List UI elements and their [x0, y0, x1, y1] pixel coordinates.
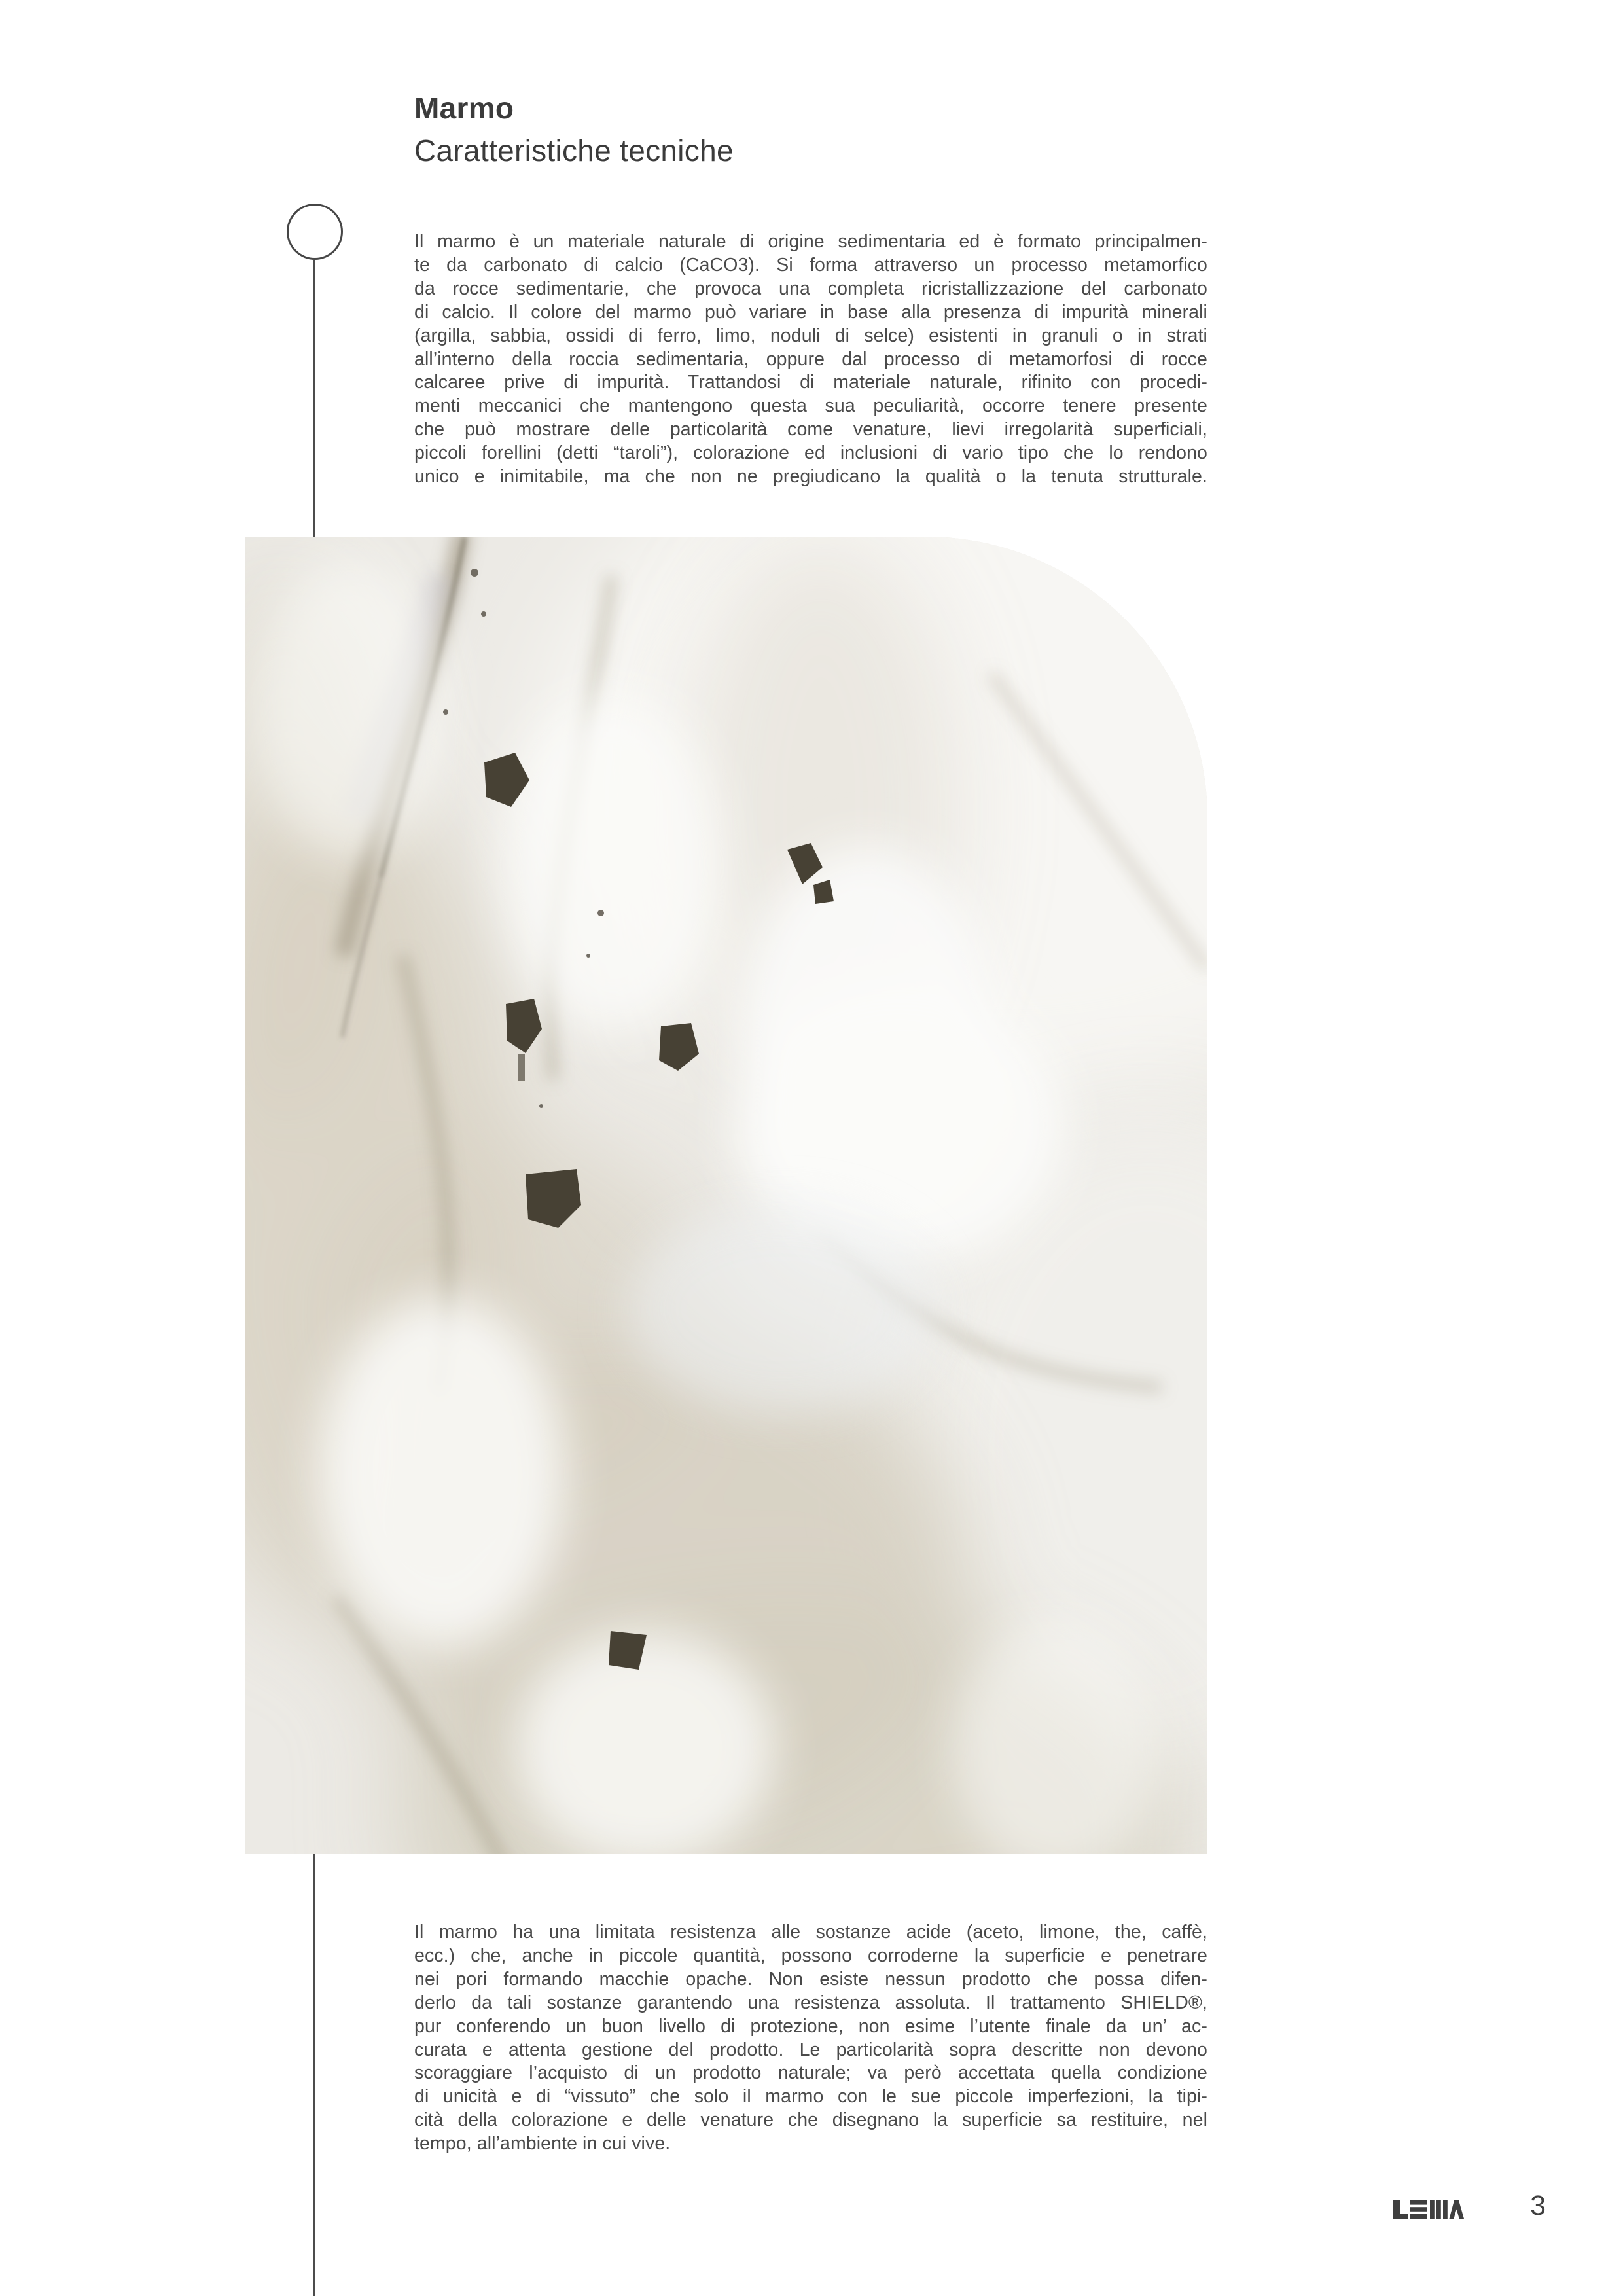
text-line: cità della colorazione e delle venature che disegnano la superficie sa restituire, nel — [414, 2109, 1207, 2131]
circle-marker-ornament — [287, 204, 343, 260]
text-line: pur conferendo un buon livello di protezione, non esime l’utente finale da un’ ac- — [414, 2015, 1207, 2037]
text-line: tempo, all’ambiente in cui vive. — [414, 2133, 671, 2155]
page-subtitle: Caratteristiche tecniche — [414, 134, 734, 168]
outro-paragraph — [414, 1921, 1207, 2156]
intro-paragraph — [414, 230, 1207, 489]
text-line: di calcio. Il colore del marmo può variare in base alla presenza di impurità minerali — [414, 301, 1207, 323]
page-number: 3 — [1530, 2190, 1546, 2221]
text-line: di unicità e di “vissuto” che solo il marmo con le sue piccole imperfezioni, la tipi- — [414, 2086, 1207, 2108]
text-line: scoraggiare l’acquisto di un prodotto naturale; va però accettata quella condizione — [414, 2062, 1207, 2084]
text-line: Il marmo è un materiale naturale di origine sedimentaria ed è formato principalmen- — [414, 231, 1207, 252]
text-line: che può mostrare delle particolarità come venature, lievi irregolarità superficiali, — [414, 419, 1207, 440]
text-line: unico e inimitabile, ma che non ne pregiudicano la qualità o la tenuta strutturale. — [414, 466, 1207, 488]
lema-logo-icon — [1393, 2200, 1465, 2219]
text-line: curata e attenta gestione del prodotto. Le particolarità sopra descritte non devono — [414, 2039, 1207, 2060]
marble-texture — [245, 537, 1207, 1854]
text-line: derlo da tali sostanze garantendo una resistenza assoluta. Il trattamento SHIELD®, — [414, 1992, 1207, 2013]
text-line: calcaree prive di impurità. Trattandosi di materiale naturale, rifinito con procedi- — [414, 372, 1207, 393]
text-line: (argilla, sabbia, ossidi di ferro, limo, noduli di selce) esistenti in granuli o in strati — [414, 325, 1207, 346]
text-line: piccoli forellini (detti “taroli”), colorazione ed inclusioni di vario tipo che lo rendono — [414, 442, 1207, 464]
text-line: ecc.) che, anche in piccole quantità, possono corroderne la superficie e penetrare — [414, 1945, 1207, 1966]
marble-photo — [245, 537, 1207, 1854]
text-line: da rocce sedimentarie, che provoca una completa ricristallizzazione del carbonato — [414, 278, 1207, 299]
text-line: all’interno della roccia sedimentaria, oppure dal processo di metamorfosi di rocce — [414, 348, 1207, 370]
page-title: Marmo — [414, 90, 514, 125]
text-line: nei pori formando macchie opache. Non esiste nessun prodotto che possa difen- — [414, 1968, 1207, 1990]
text-line: Il marmo ha una limitata resistenza alle sostanze acide (aceto, limone, the, caffè, — [414, 1922, 1207, 1943]
text-line: menti meccanici che mantengono questa sua peculiarità, occorre tenere presente — [414, 395, 1207, 417]
lema-logo — [1393, 2200, 1465, 2219]
text-line: te da carbonato di calcio (CaCO3). Si forma attraverso un processo metamorfico — [414, 254, 1207, 276]
